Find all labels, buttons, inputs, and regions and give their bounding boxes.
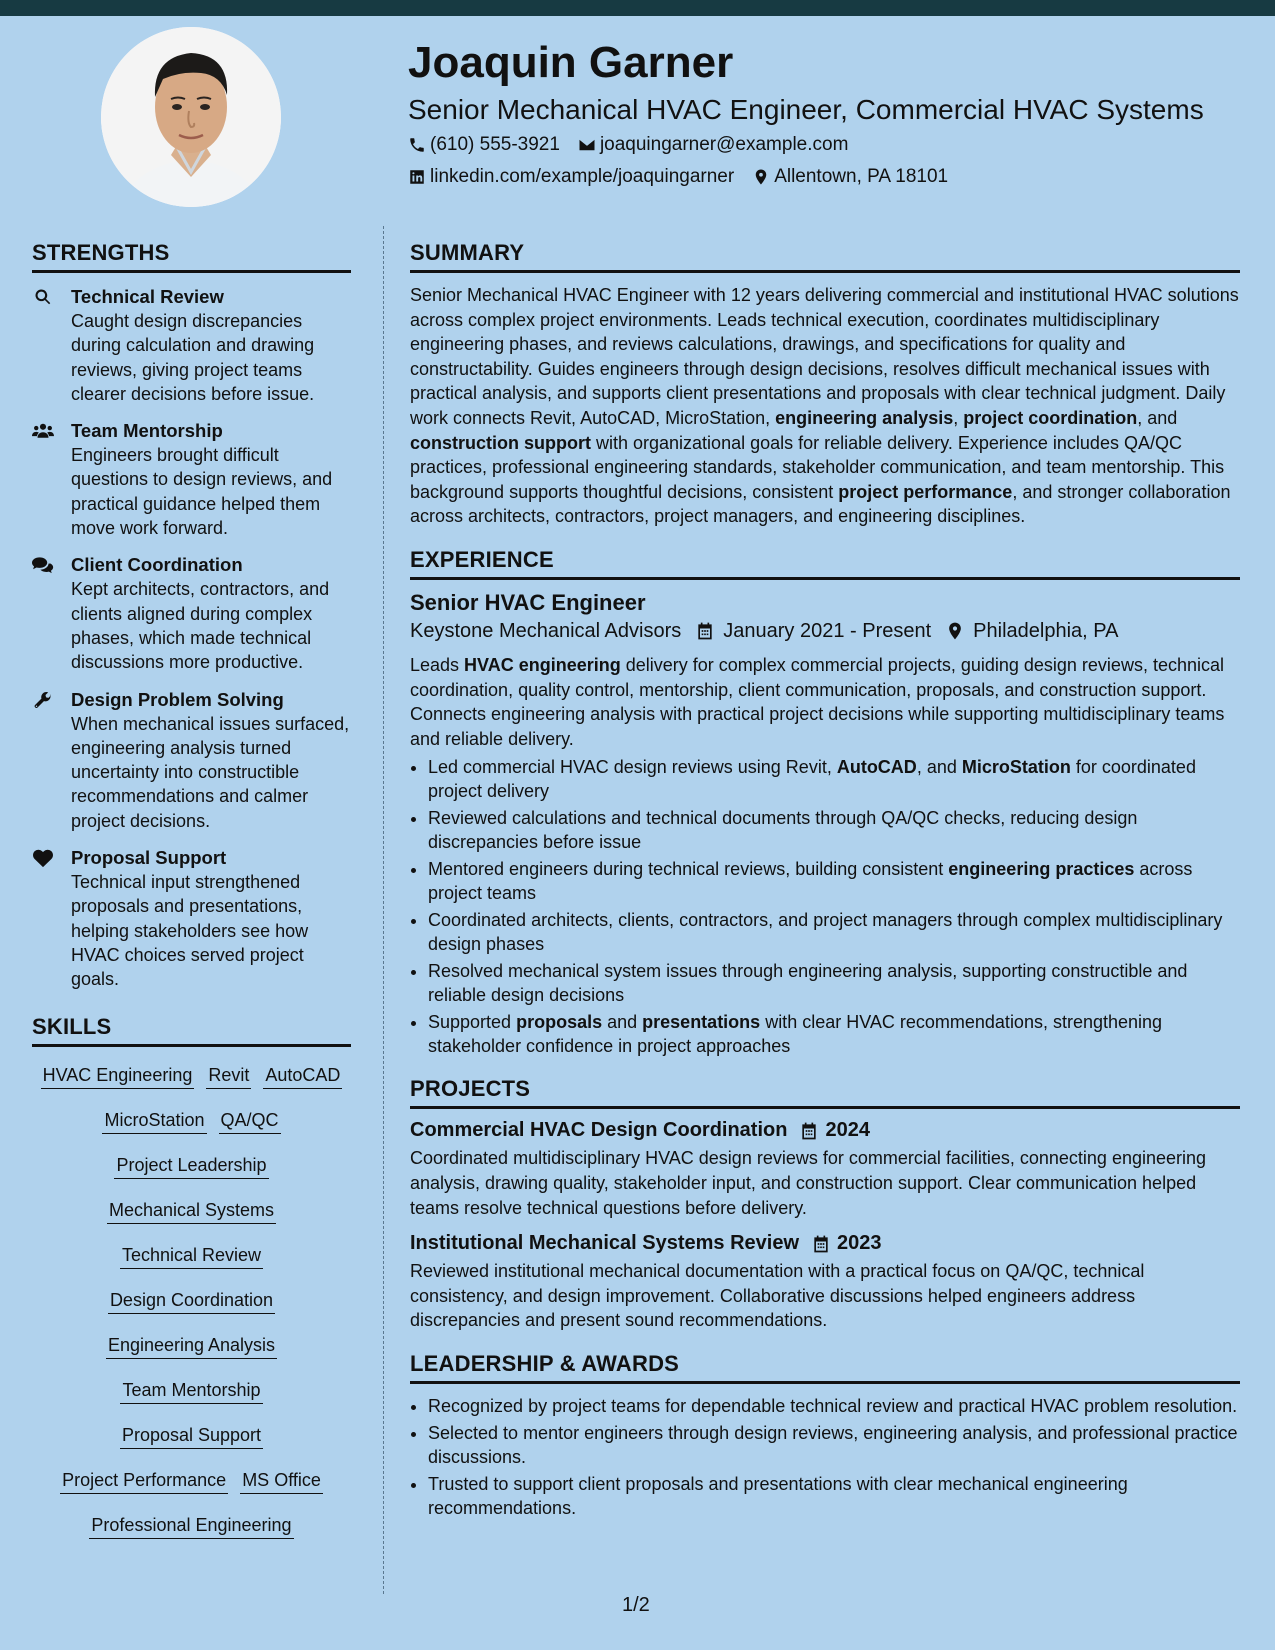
project-title: Institutional Mechanical Systems Review 2023 [410, 1232, 882, 1255]
skill-chip: MicroStation [102, 1108, 206, 1134]
contact-row-1 [408, 134, 866, 156]
list-item: • Led commercial HVAC design reviews using Revit, AutoCAD, and MicroStation for coordinated project delivery [428, 755, 1240, 803]
calendar-icon [799, 1121, 819, 1141]
project-description: Reviewed institutional mechanical documentation with a practical focus on QA/QC, technical consistency, and design improvement. Collaborative discussions helped engineers address discrepancies and present sound recommendations. [410, 1261, 1145, 1331]
job-meta [410, 620, 1240, 643]
left-column [32, 240, 351, 1558]
skill-chip: Technical Review [120, 1243, 263, 1269]
skill-chip: Revit [206, 1063, 251, 1089]
contact-linkedin[interactable] [408, 166, 734, 188]
strength-description: When mechanical issues surfaced, engineering analysis turned uncertainty into constructible recommendations and calmer project decisions. [71, 713, 350, 831]
list-item: • Trusted to support client proposals and presentations with clear mechanical engineering recommendations. [428, 1472, 1240, 1520]
skill-chip: MS Office [240, 1468, 323, 1494]
skill-chip: Professional Engineering [89, 1513, 293, 1539]
top-accent-bar [0, 0, 1275, 16]
awards-heading: LEADERSHIP & AWARDS [410, 1351, 1240, 1384]
map-pin-icon [752, 168, 770, 186]
column-divider [383, 226, 384, 1594]
list-item: • Supported proposals and presentations with clear HVAC recommendations, strengthening stakeholder confidence in project approaches [428, 1010, 1240, 1058]
email-text[interactable]: joaquingarner@example.com [599, 134, 849, 155]
skill-chip: Engineering Analysis [106, 1333, 277, 1359]
strength-item [32, 688, 351, 833]
skills-heading: SKILLS [32, 1014, 351, 1047]
contact-email[interactable] [578, 134, 848, 156]
skill-chip: Proposal Support [120, 1423, 263, 1449]
strength-title: Team Mentorship [71, 420, 223, 442]
projects-section [410, 1076, 1240, 1333]
skill-chip: Team Mentorship [120, 1378, 262, 1404]
strength-title: Design Problem Solving [71, 688, 284, 710]
contact-row-2 [408, 166, 966, 188]
contact-phone [408, 134, 560, 156]
job-dates-text: January 2021 - Present [723, 619, 932, 642]
job-intro: Leads HVAC engineering delivery for complex commercial projects, guiding design reviews, technical coordination, quality control, mentorship, client communication, proposals, and construction support. Connects engineering analysis with practical project decisions while supporting multidisciplinary teams and reliable delivery. [410, 654, 1225, 749]
calendar-icon [811, 1234, 831, 1254]
list-item: • Coordinated architects, clients, contractors, and project managers through complex multidisciplinary design phases [428, 908, 1240, 956]
strength-description: Caught design discrepancies during calculation and drawing reviews, giving project teams clearer decisions before issue. [71, 311, 315, 404]
project-description: Coordinated multidisciplinary HVAC design reviews for commercial facilities, connecting engineering analysis, drawing quality, stakeholder input, and construction support. Clear communication helped teams resolve technical questions before delivery. [410, 1148, 1207, 1218]
strength-item [32, 553, 351, 674]
profile-photo [101, 27, 281, 207]
summary-heading: SUMMARY [410, 240, 1240, 273]
skill-chip: Mechanical Systems [107, 1198, 276, 1224]
map-pin-icon [945, 621, 965, 641]
summary-section [410, 240, 1240, 529]
location-text: Allentown, PA 18101 [774, 166, 949, 187]
job-dates [695, 620, 931, 643]
skill-chip: Design Coordination [108, 1288, 275, 1314]
linkedin-icon [408, 168, 426, 186]
candidate-headline: Senior Mechanical HVAC Engineer, Commercial HVAC Systems [408, 94, 1204, 125]
profile-photo-illustration [101, 27, 281, 207]
right-column [410, 240, 1240, 1538]
project-title: Commercial HVAC Design Coordination 2024 [410, 1119, 870, 1142]
candidate-name: Joaquin Garner [408, 38, 734, 87]
skills-list [32, 1059, 351, 1558]
job-title: Senior HVAC Engineer [410, 589, 646, 615]
heart-icon [32, 848, 54, 868]
skill-chip: Project Leadership [114, 1153, 268, 1179]
phone-icon [408, 136, 426, 154]
project-year: 2023 [837, 1232, 882, 1255]
company-name: Keystone Mechanical Advisors [410, 619, 682, 642]
strength-title: Technical Review [71, 286, 224, 307]
skill-chip: Project Performance [60, 1468, 228, 1494]
list-item: • Mentored engineers during technical reviews, building consistent engineering practices across project teams [428, 857, 1240, 905]
page-number: 1/2 [622, 1594, 650, 1616]
search-icon [32, 287, 54, 307]
job-location-text: Philadelphia, PA [973, 619, 1119, 642]
skill-chip: QA/QC [219, 1108, 281, 1134]
experience-heading: EXPERIENCE [410, 547, 1240, 580]
calendar-icon [695, 621, 715, 641]
list-item: • Resolved mechanical system issues through engineering analysis, supporting constructible and reliable design decisions [428, 959, 1240, 1007]
skill-chip: AutoCAD [263, 1063, 342, 1089]
strength-item [32, 419, 351, 540]
experience-section [410, 547, 1240, 1058]
strength-description: Technical input strengthened proposals and presentations, helping stakeholders see how HVAC choices served project goals. [71, 872, 309, 990]
comments-icon [32, 555, 54, 575]
awards-list [410, 1394, 1240, 1520]
users-icon [32, 421, 54, 441]
job-location [945, 620, 1118, 643]
project-year: 2024 [825, 1119, 870, 1142]
strength-item [32, 285, 351, 406]
strengths-heading: STRENGTHS [32, 240, 351, 273]
skill-chip: HVAC Engineering [41, 1063, 195, 1089]
awards-section [410, 1351, 1240, 1520]
list-item: • Selected to mentor engineers through design reviews, engineering analysis, and professional practice discussions. [428, 1421, 1240, 1469]
strength-description: Engineers brought difficult questions to design reviews, and practical guidance helped them move work forward. [71, 445, 333, 539]
strength-item [32, 846, 351, 991]
wrench-icon [32, 690, 54, 710]
projects-heading: PROJECTS [410, 1076, 1240, 1109]
linkedin-text[interactable]: linkedin.com/example/joaquingarner [430, 166, 735, 187]
list-item: • Recognized by project teams for dependable technical review and practical HVAC problem resolution. [428, 1394, 1240, 1418]
contact-location [752, 166, 948, 188]
phone-text: (610) 555-3921 [430, 134, 560, 155]
envelope-icon [578, 136, 596, 154]
strength-title: Client Coordination [71, 554, 243, 576]
job-bullets [410, 755, 1240, 1058]
strength-title: Proposal Support [71, 847, 227, 869]
strength-description: Kept architects, contractors, and clients aligned during complex phases, which made technical discussions more productive. [71, 579, 330, 673]
summary-text: Senior Mechanical HVAC Engineer with 12 years delivering commercial and institutional HVAC solutions across complex project environments. Leads technical execution, coordinates multidisciplinary engineering phases, and reviews calculations, drawings, and specifications for quality and constructability. Guides engineers through design decisions, resolves difficult mechanical issues with practical analysis, and supports client presentations and proposals with clear technical judgment. Daily work connects Revit, AutoCAD, MicroStation, engineering analysis, project coordination, and construction support with organizational goals for reliable delivery. Experience includes QA/QC practices, professional engineering standards, stakeholder communication, and team mentorship. This background supports thoughtful decisions, consistent project performance, and stronger collaboration across architects, contractors, project managers, and engineering disciplines. [410, 285, 1239, 527]
list-item: • Reviewed calculations and technical documents through QA/QC checks, reducing design discrepancies before issue [428, 806, 1240, 854]
